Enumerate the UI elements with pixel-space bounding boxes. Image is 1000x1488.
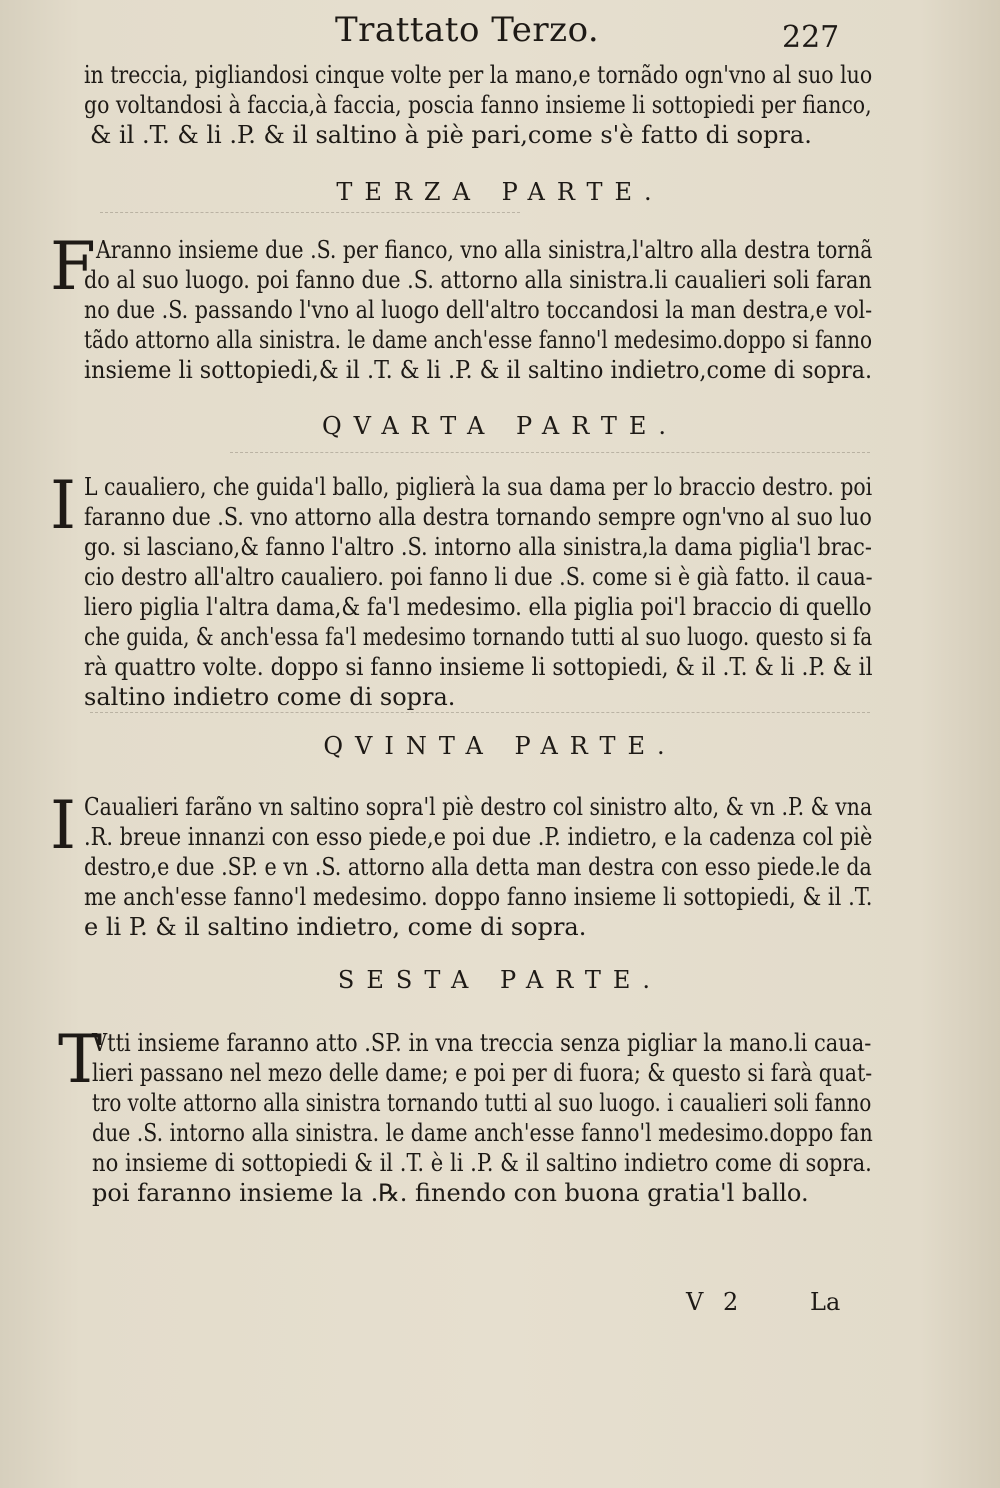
text-line: tãdo attorno alla sinistra. le dame anch'esse fanno'l medesimo.doppo si fanno [84,326,873,354]
text-line: no due .S. passando l'vno al luogo dell'altro toccandosi la man destra,e vol- [84,296,873,324]
text-line: lieri passano nel mezo delle dame; e poi per di fuora; & questo si farà quat- [92,1059,873,1087]
faint-rule [230,452,870,453]
catchword: La [810,1288,841,1316]
text-line: no insieme di sottopiedi & il .T. è li .P. & il saltino indietro come di sopra. [92,1149,872,1177]
text-line: & il .T. & li .P. & il saltino à piè pari,come s'è fatto di sopra. [90,121,812,149]
text-line: L caualiero, che guida'l ballo, piglierà la sua dama per lo braccio destro. poi [84,473,873,501]
page-number: 227 [782,20,840,55]
page-footer [0,1288,1000,1328]
text-line: destro,e due .SP. e vn .S. attorno alla detta man destra con esso piede.le da [84,853,872,881]
signature-mark: V 2 [686,1288,745,1316]
text-line: Caualieri farãno vn saltino sopra'l piè destro col sinistro alto, & vn .P. & vna [84,793,873,821]
text-line: do al suo luogo. poi fanno due .S. attorno alla sinistra.li caualieri soli faran [84,266,872,294]
text-line: .R. breue innanzi con esso piede,e poi due .P. indietro, e la cadenza col piè [84,823,873,851]
faint-rule [90,712,870,713]
drop-cap: I [50,467,77,544]
text-line: go voltandosi à faccia,à faccia, poscia fanno insieme li sottopiedi per fianco, [84,91,872,119]
running-title: Trattato Terzo. [335,10,600,50]
text-line: che guida, & anch'essa fa'l medesimo tornando tutti al suo luogo. questo si fa [84,623,873,651]
text-line: Aranno insieme due .S. per fianco, vno alla sinistra,l'altro alla destra tornã [96,236,873,264]
text-line: cio destro all'altro caualiero. poi fanno li due .S. come si è già fatto. il caua- [84,563,873,591]
text-line: Vtti insieme faranno atto .SP. in vna treccia senza pigliar la mano.li caua- [92,1029,872,1057]
text-line: insieme li sottopiedi,& il .T. & li .P. & il saltino indietro,come di sopra. [84,356,873,384]
text-line: go. si lasciano,& fanno l'altro .S. intorno alla sinistra,la dama piglia'l brac- [84,533,872,561]
section-title-terza-parte: TERZA PARTE. [336,178,664,206]
running-head [0,10,1000,60]
section-title-quinta-parte: QVINTA PARTE. [323,732,677,760]
drop-cap: T [58,1021,103,1098]
drop-cap: F [50,228,96,305]
text-line: saltino indietro come di sopra. [84,683,456,711]
text-line: tro volte attorno alla sinistra tornando tutti al suo luogo. i caualieri soli fanno [92,1089,872,1117]
text-line: in treccia, pigliandosi cinque volte per la mano,e tornãdo ogn'vno al suo luo [84,61,873,89]
section-title-sesta-parte: SESTA PARTE. [337,966,663,994]
text-line: rà quattro volte. doppo si fanno insieme li sottopiedi, & il .T. & li .P. & il [84,653,873,681]
section-title-quarta-parte: QVARTA PARTE. [321,412,679,440]
text-line: liero piglia l'altra dama,& fa'l medesimo. ella piglia poi'l braccio di quello [84,593,872,621]
text-line: due .S. intorno alla sinistra. le dame anch'esse fanno'l medesimo.doppo fan [92,1119,873,1147]
text-line: faranno due .S. vno attorno alla destra tornando sempre ogn'vno al suo luo [84,503,872,531]
text-line: e li P. & il saltino indietro, come di sopra. [84,913,587,941]
text-line: poi faranno insieme la .℞. finendo con buona gratia'l ballo. [92,1179,809,1207]
faint-rule [100,212,520,213]
drop-cap: I [50,787,77,864]
text-line: me anch'esse fanno'l medesimo. doppo fanno insieme li sottopiedi, & il .T. [84,883,873,911]
